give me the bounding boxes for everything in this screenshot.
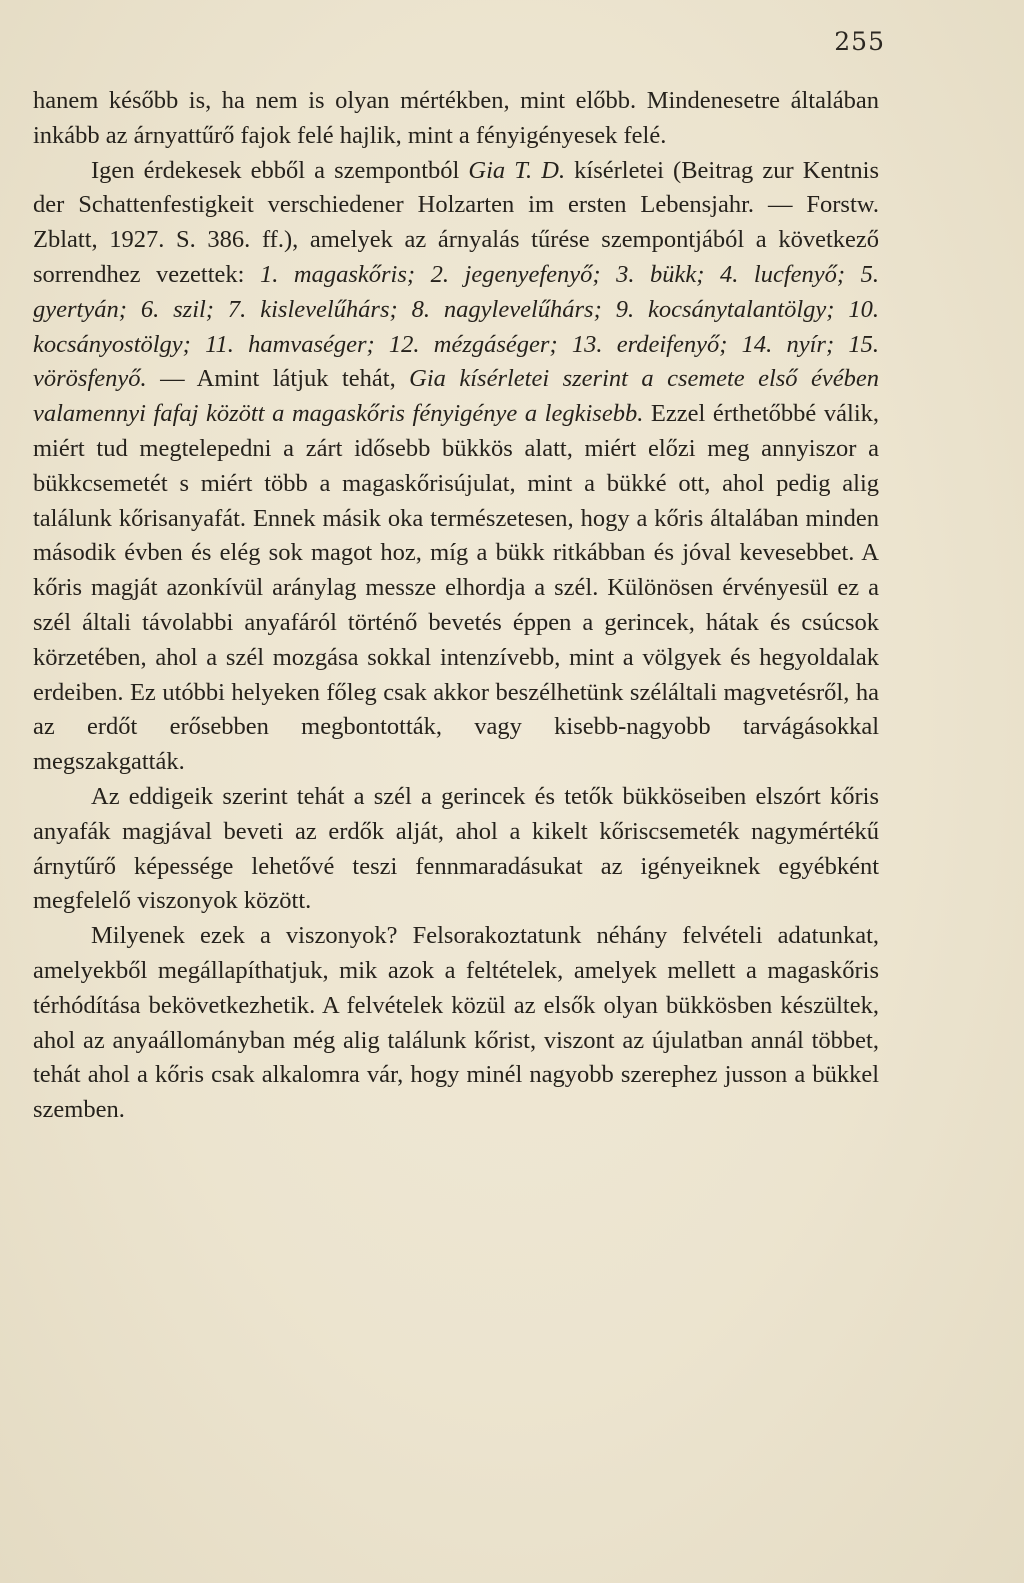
paragraph-2-text-d: Ezzel érthetőbbé válik, miért tud megtelepedni a zárt idősebb bükkös alatt, miért előzi meg annyiszor a bükkcsemetét s miért több a magaskőrisújulat, mint a bükké ott, ahol pedig alig találunk kőrisanyafát. Ennek másik oka természetesen, hogy a kőris általában minden második évben és elég sok magot hoz, míg a bükk ritkábban és jóval kevesebbet. A kőris magját azonkívül aránylag messze elhordja a szél. Különösen érvényesül ez a szél általi távolabbi anyafáról történő bevetés éppen a gerincek, hátak és csúcsok körzetében, ahol a szél mozgása sokkal intenzívebb, mint a völgyek és hegyoldalak erdeiben. Ez utóbbi helyeken főleg csak akkor beszélhetünk széláltali magvetésről, ha az erdőt erősebben megbontották, vagy kisebb-nagyobb tarvágásokkal megszakgatták. [33,400,880,776]
paragraph-2-text-c: — Amint látjuk tehát, [146,365,410,393]
body-text [33,84,879,1128]
paragraph-1 [33,84,879,154]
key-finding: Gia kísérletei szerint a csemete első évében valamennyi fafaj között a magaskőris fényigénye a legkisebb. [33,365,879,428]
page-number: 255 [834,27,885,56]
author-citation: Gia T. D. [468,156,566,184]
paragraph-3-text: Az eddigeik szerint tehát a szél a gerincek és tetők bükköseiben elszórt kőris anyafák magjával beveti az erdők alját, ahol a kikelt kőriscsemeték nagymértékű árnytűrő képessége lehetővé teszi fennmaradásukat az igényeiknek egyébként megfelelő viszonyok között. [33,782,879,915]
paragraph-3 [33,780,879,919]
paragraph-2 [33,154,879,780]
paragraph-2-text-b: kísérletei (Beitrag zur Kentnis der Schattenfestigkeit verschiedener Holzarten im ersten Lebensjahr. — Forstw. Zblatt, 1927. S. 386. ff.), amelyek az árnyalás tűrése szempontjából a következő sorrendhez vezettek: [33,156,879,288]
paragraph-1-text: hanem később is, ha nem is olyan mértékben, mint előbb. Mindenesetre általában inkább az árnyattűrő fajok felé hajlik, mint a fényigényesek felé. [33,87,879,149]
paragraph-2-text-a: Igen érdekesek ebből a szempontból [91,156,469,184]
species-ranking-list: 1. magaskőris; 2. jegenyefenyő; 3. bükk; 4. lucfenyő; 5. gyertyán; 6. szil; 7. kislevelűhárs; 8. nagylevelűhárs; 9. kocsánytalantölgy; 10. kocsányostölgy; 11. hamvaséger; 12. mézgáséger; 13. erdeifenyő; 14. nyír; 15. vörösfenyő. [33,260,879,393]
paragraph-4 [33,919,879,1128]
paragraph-4-text: Milyenek ezek a viszonyok? Felsorakoztatunk néhány felvételi adatunkat, amelyekből megállapíthatjuk, mik azok a feltételek, amelyek mellett a magaskőris térhódítása bekövetkezhetik. A felvételek közül az elsők olyan bükkösben készültek, ahol az anyaállományban még alig találunk kőrist, viszont az újulatban annál többet, tehát ahol a kőris csak alkalomra vár, hogy minél nagyobb szerephez jusson a bükkel szemben. [33,922,879,1124]
